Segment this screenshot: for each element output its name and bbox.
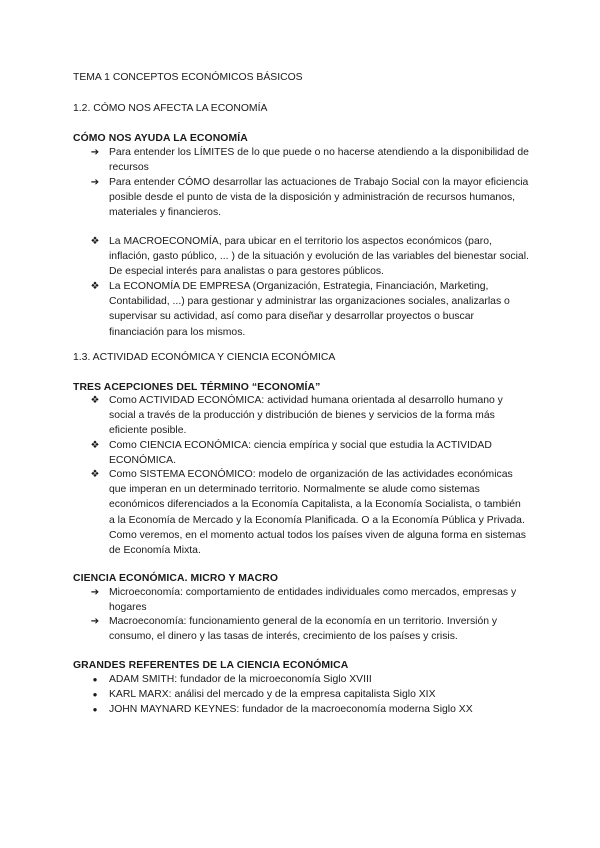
heading-grandes-referentes: GRANDES REFERENTES DE LA CIENCIA ECONÓMICA: [73, 660, 349, 671]
diamond-bullet-icon: ❖: [90, 236, 100, 247]
list-item: Para entender CÓMO desarrollar las actuaciones de Trabajo Social con la mayor eficiencia posible desde el punto de vista de la disposición y administración de recursos humanos, materiales y financieros.: [109, 177, 529, 219]
list-item: Como CIENCIA ECONÓMICA: ciencia empírica y social que estudia la ACTIVIDAD ECONÓMICA.: [109, 440, 492, 467]
dot-bullet-icon: ●: [92, 675, 98, 684]
list-item: ADAM SMITH: fundador de la microeconomía Siglo XVIII: [109, 674, 372, 685]
heading-micro-macro: CIENCIA ECONÓMICA. MICRO Y MACRO: [73, 573, 279, 584]
list-item: KARL MARX: análisi del mercado y de la empresa capitalista Siglo XIX: [109, 689, 436, 700]
list-item: Microeconomía: comportamiento de entidades individuales como mercados, empresas y hogares: [109, 587, 517, 614]
diamond-bullet-icon: ❖: [90, 440, 100, 451]
document-title: TEMA 1 CONCEPTOS ECONÓMICOS BÁSICOS: [73, 72, 303, 83]
diamond-bullet-icon: ❖: [90, 395, 100, 406]
diamond-bullet-icon: ❖: [90, 281, 100, 292]
arrow-bullet-icon: ➔: [90, 616, 100, 627]
list-item: Como ACTIVIDAD ECONÓMICA: actividad humana orientada al desarrollo humano y social a través de la producción y distribución de bienes y servicios de la forma más eficiente posible.: [109, 395, 503, 437]
list-item: Para entender los LÍMITES de lo que puede o no hacerse atendiendo a la disponibilidad de recursos: [109, 147, 529, 174]
heading-como-nos-ayuda: CÓMO NOS AYUDA LA ECONOMÍA: [73, 133, 248, 144]
arrow-bullet-icon: ➔: [90, 587, 100, 598]
dot-bullet-icon: ●: [92, 705, 98, 714]
arrow-bullet-icon: ➔: [90, 147, 100, 158]
arrow-bullet-icon: ➔: [90, 177, 100, 188]
list-item: JOHN MAYNARD KEYNES: fundador de la macroeconomía moderna Siglo XX: [109, 704, 473, 715]
diamond-bullet-icon: ❖: [90, 469, 100, 480]
list-item: La MACROECONOMÍA, para ubicar en el territorio los aspectos económicos (paro, inflación, gasto público, ... ) de la situación y evolución de las variables del bienestar social. De especial interés para analistas o para gestores públicos.: [109, 236, 529, 278]
heading-tres-acepciones: TRES ACEPCIONES DEL TÉRMINO “ECONOMÍA”: [73, 382, 321, 393]
list-item: Como SISTEMA ECONÓMICO: modelo de organización de las actividades económicas que imperan en un determinado territorio. Normalmente se alude como sistemas económicos diferenciados a la Economía Capitalista, a la Economía Socialista, o también a la Economía de Mercado y la Economía Planificada. O a la Economía Pública y Privada. Como veremos, en el momento actual todos los países viven de alguna forma en sistemas de Economía Mixta.: [109, 469, 526, 557]
section-heading-1-3: 1.3. ACTIVIDAD ECONÓMICA Y CIENCIA ECONÓMICA: [73, 352, 336, 363]
dot-bullet-icon: ●: [92, 690, 98, 699]
list-item: Macroeconomía: funcionamiento general de la economía en un territorio. Inversión y consumo, el dinero y las tasas de interés, crecimiento de los países y crisis.: [109, 616, 498, 643]
section-heading-1-2: 1.2. CÓMO NOS AFECTA LA ECONOMÍA: [73, 103, 268, 114]
list-item: La ECONOMÍA DE EMPRESA (Organización, Estrategia, Financiación, Marketing, Contabilidad, ...) para gestionar y administrar las organizaciones sociales, analizarlas o supervisar su actividad, así como para diseñar y desarrollar proyectos o buscar financiación para los mismos.: [109, 281, 510, 338]
